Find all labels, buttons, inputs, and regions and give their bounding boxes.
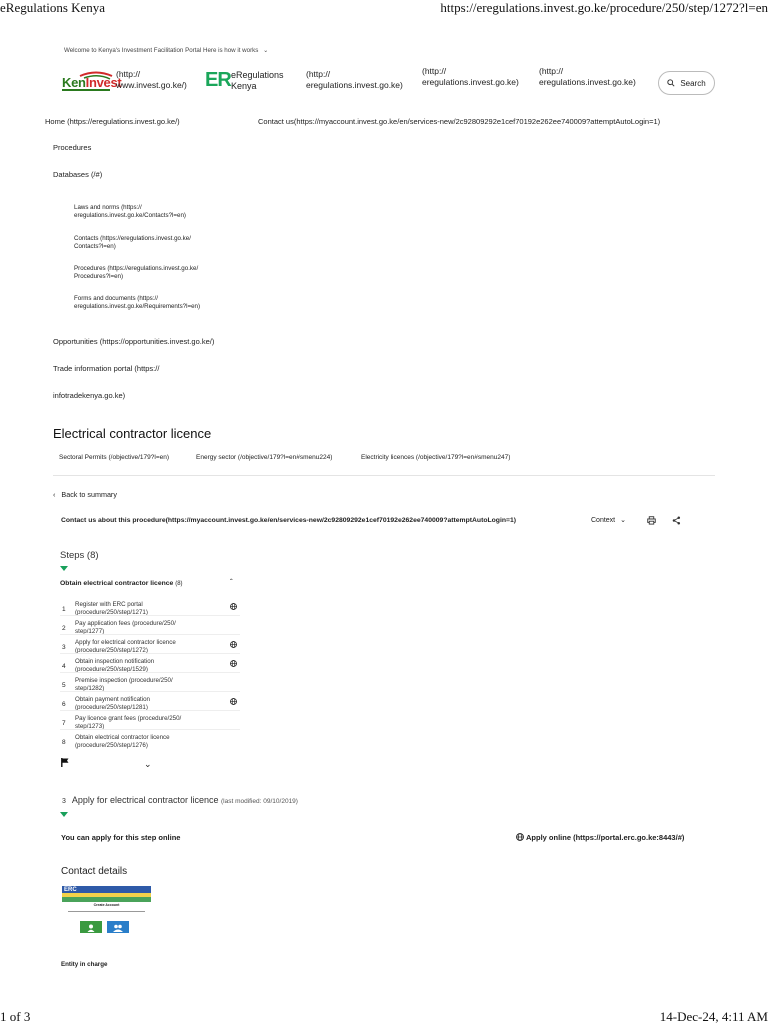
step-item-6[interactable]: 6 Obtain payment notification (procedure/250/step/1281) <box>60 692 240 711</box>
contact-details-heading: Contact details <box>61 866 128 877</box>
back-label: Back to summary <box>61 490 117 499</box>
step-item-1[interactable]: 1 Register with ERC portal (procedure/250/step/1271) <box>60 597 240 616</box>
breadcrumb-electricity[interactable]: Electricity licences (/objective/179?l=en#smenu247) <box>361 454 511 461</box>
step-group-title: Obtain electrical contractor licence <box>60 580 174 587</box>
globe-icon <box>230 698 237 705</box>
chevron-up-icon[interactable]: ˆ <box>230 578 233 587</box>
nav-databases[interactable]: Databases (/#) <box>53 170 103 179</box>
keninvest-logo-ken: Ken <box>62 75 86 90</box>
context-dropdown[interactable] <box>591 516 626 525</box>
chevron-down-icon[interactable]: ⌄ <box>144 759 152 769</box>
er-logo-mark: ER <box>205 69 231 91</box>
step-detail-title: Apply for electrical contractor licence <box>71 795 219 805</box>
step-group-header[interactable] <box>60 580 183 587</box>
globe-icon <box>230 660 237 667</box>
globe-icon <box>516 833 524 841</box>
apply-online-label: Apply online (https://portal.erc.go.ke:8443/#) <box>526 833 685 842</box>
contact-procedure-link[interactable]: Contact us about this procedure(https://myaccount.invest.go.ke/en/services-new/2c92809292e1cef70192e262ee740009?attemptAutoLogin=1) <box>61 517 516 524</box>
nav-trade-portal[interactable]: Trade information portal (https:// <box>53 364 160 373</box>
step-item-4[interactable]: 4 Obtain inspection notification (procedure/250/step/1529) <box>60 654 240 673</box>
breadcrumb-energy[interactable]: Energy sector (/objective/179?l=en#smenu224) <box>196 454 333 461</box>
steps-list <box>60 597 240 749</box>
step-item-7[interactable]: 7 Pay licence grant fees (procedure/250/ step/1273) <box>60 711 240 730</box>
thumb-logo: ERC <box>64 887 77 893</box>
globe-icon <box>230 603 237 610</box>
header-link-1[interactable]: (http:// eregulations.invest.go.ke) <box>306 69 403 90</box>
step-item-5[interactable]: 5 Premise inspection (procedure/250/ step/1282) <box>60 673 240 692</box>
nav-contact-link[interactable]: Contact us(https://myaccount.invest.go.ke/en/services-new/2c92809292e1cef70192e262ee740009?attemptAutoLogin=1) <box>258 117 661 126</box>
steps-heading: Steps (8) <box>60 550 99 561</box>
procedure-title: Electrical contractor licence <box>53 426 212 441</box>
step-detail-modified: (last modified: 09/10/2019) <box>221 798 298 805</box>
header-link-2[interactable]: (http:// eregulations.invest.go.ke) <box>422 66 519 87</box>
thumb-caption: Create Account <box>93 903 120 907</box>
search-label: Search <box>680 78 706 88</box>
nav-procedures[interactable]: Procedures <box>53 143 92 152</box>
keninvest-link[interactable]: (http:// www.invest.go.ke/) <box>116 69 187 90</box>
share-icon[interactable] <box>672 516 681 525</box>
page-title: eRegulations Kenya <box>0 0 106 15</box>
step-item-3[interactable]: 3 Apply for electrical contractor licence (procedure/250/step/1272) <box>60 635 240 654</box>
submenu-item-forms[interactable]: Forms and documents (https:// eregulations.invest.go.ke/Requirements?l=en) <box>74 295 201 310</box>
erc-portal-thumbnail <box>62 886 151 936</box>
nav-home-link[interactable]: Home (https://eregulations.invest.go.ke/) <box>45 117 180 126</box>
step-item-8[interactable]: 8 Obtain electrical contractor licence (procedure/250/step/1276) <box>62 734 170 749</box>
divider <box>53 475 715 476</box>
entity-in-charge-label: Entity in charge <box>61 961 108 968</box>
step-detail-num: 3 <box>62 798 66 805</box>
submenu-item-laws[interactable]: Laws and norms (https:// eregulations.invest.go.ke/Contacts?l=en) <box>74 204 186 219</box>
nav-opportunities[interactable]: Opportunities (https://opportunities.invest.go.ke/) <box>53 337 215 346</box>
print-icon[interactable] <box>647 516 656 525</box>
apply-online-link[interactable] <box>516 833 684 842</box>
flag-icon <box>61 758 69 767</box>
submenu-item-contacts[interactable]: Contacts (https://eregulations.invest.go.ke/ Contacts?l=en) <box>74 235 191 250</box>
keninvest-logo[interactable] <box>62 70 122 94</box>
steps-marker-icon <box>60 566 68 571</box>
user-icon <box>80 921 102 933</box>
context-label: Context <box>591 517 616 524</box>
step-group-count: (8) <box>175 581 183 587</box>
print-datetime: 14-Dec-24, 4:11 AM <box>659 1009 768 1024</box>
page-url: https://eregulations.invest.go.ke/procedure/250/step/1272?l=en <box>440 0 768 15</box>
chevron-down-icon: ⌄ <box>263 47 269 54</box>
submenu-item-procedures[interactable]: Procedures (https://eregulations.invest.go.ke/ Procedures?l=en) <box>74 265 199 280</box>
back-to-summary-link[interactable] <box>53 490 117 499</box>
chevron-left-icon: ‹ <box>53 490 56 499</box>
step-detail-marker-icon <box>60 812 68 817</box>
keninvest-logo-invest: Invest <box>85 75 122 90</box>
group-icon <box>107 921 129 933</box>
nav-trade-portal-url[interactable]: infotradekenya.go.ke) <box>53 391 126 400</box>
page-counter: 1 of 3 <box>0 1009 31 1024</box>
header-link-3[interactable]: (http:// eregulations.invest.go.ke) <box>539 66 636 87</box>
search-button[interactable] <box>658 71 715 95</box>
apply-online-text: You can apply for this step online <box>61 833 181 842</box>
step-detail-header <box>62 795 298 805</box>
globe-icon <box>230 641 237 648</box>
chevron-down-icon: ⌄ <box>620 517 626 524</box>
breadcrumb-sectoral[interactable]: Sectoral Permits (/objective/179?l=en) <box>59 454 170 461</box>
step-item-2[interactable]: 2 Pay application fees (procedure/250/ step/1277) <box>60 616 240 635</box>
welcome-bar[interactable] <box>64 47 268 55</box>
search-icon <box>667 79 675 87</box>
welcome-text: Welcome to Kenya's Investment Facilitation Portal Here is how it works <box>64 47 259 54</box>
